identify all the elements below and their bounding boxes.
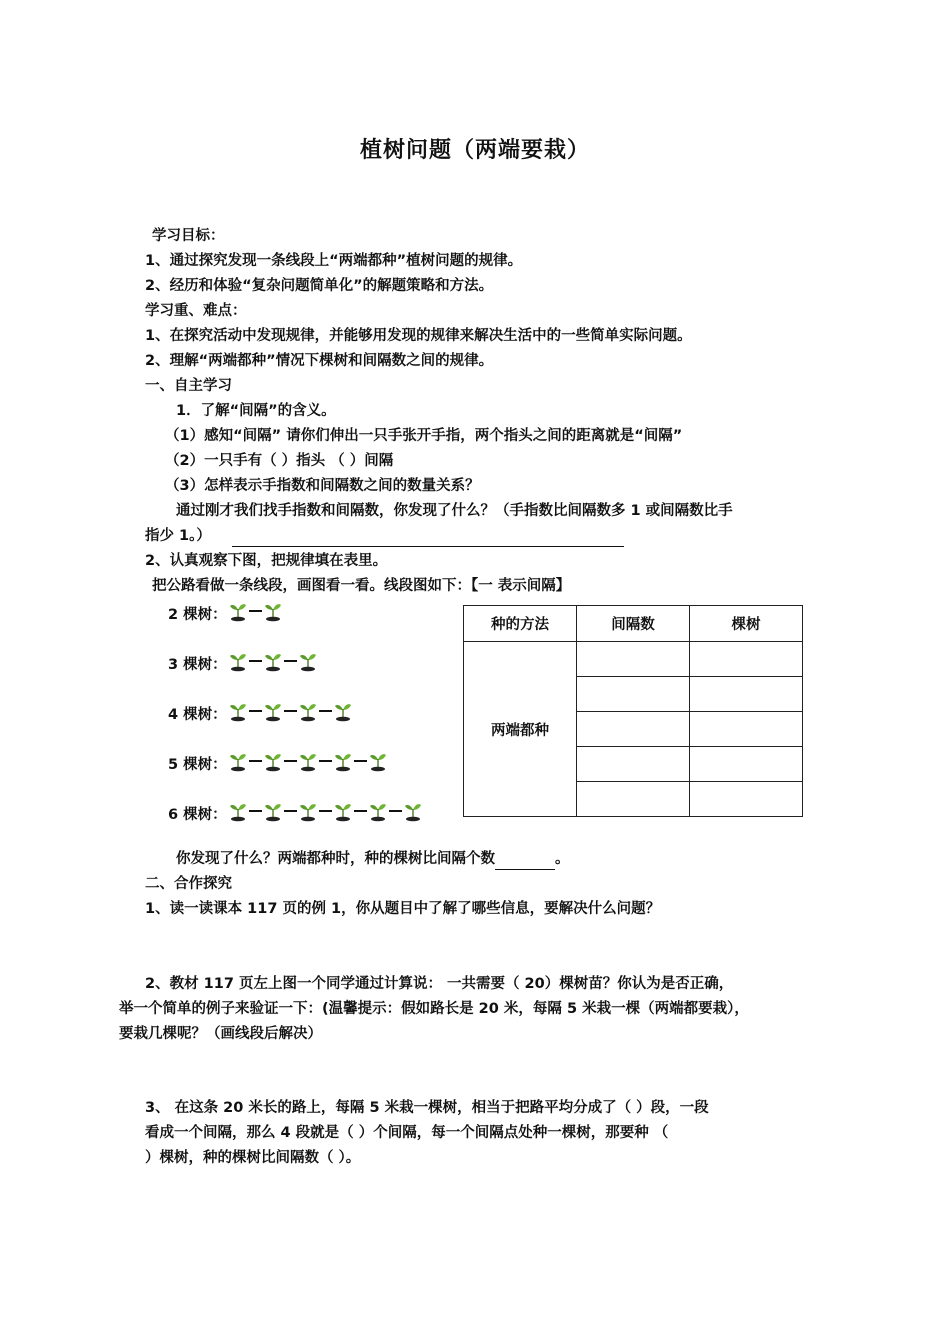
tree-row-label: 4 棵树： [168,706,227,723]
sprout-icon [334,702,352,724]
interval-dash [249,710,262,712]
interval-dash [284,660,297,662]
section1-item2-desc: 把公路看做一条线段，画图看一看。线段图如下：【一 表示间隔】 [152,578,571,594]
sprout-icon [229,752,247,774]
interval-dash [319,810,332,812]
section1-heading: 一、自主学习 [145,378,232,394]
table-answer-cell[interactable] [577,782,690,817]
sprout-icon [369,752,387,774]
interval-dash [284,710,297,712]
section1-item2: 2、认真观察下图，把规律填在表里。 [145,553,388,569]
interval-dash [319,760,332,762]
table-header: 种的方法 [464,606,577,642]
tree-row [168,650,317,676]
interval-dash [249,660,262,662]
tree-row-label: 3 棵树： [168,656,227,673]
table-answer-cell[interactable] [690,712,803,747]
sprout-icon [299,752,317,774]
answer-line[interactable] [232,526,624,547]
question-text: 指少 1。） [145,528,211,544]
sprout-icon [264,602,282,624]
sprout-icon [264,702,282,724]
sprout-icon [229,702,247,724]
tree-row [168,800,422,826]
section1-item1: 1．了解“间隔”的含义。 [176,403,336,419]
finding-line [176,849,570,870]
goal-item: 1、通过探究发现一条线段上“两端都种”植树问题的规律。 [145,253,523,269]
table-answer-cell[interactable] [690,642,803,677]
table-row [464,642,803,677]
table-answer-cell[interactable] [577,712,690,747]
table-header: 间隔数 [577,606,690,642]
rule-table [463,605,803,817]
tree-row [168,700,352,726]
keypoint-item: 1、在探究活动中发现规律，并能够用发现的规律来解决生活中的一些简单实际问题。 [145,328,692,344]
table-answer-cell[interactable] [577,642,690,677]
tree-row-label: 2 棵树： [168,606,227,623]
interval-dash [249,760,262,762]
table-answer-cell[interactable] [690,782,803,817]
interval-dash [249,810,262,812]
sprout-icon [264,802,282,824]
question-text: 通过刚才我们找手指数和间隔数，你发现了什么？（手指数比间隔数多 1 或间隔数比手 [176,503,733,519]
table-answer-cell[interactable] [577,747,690,782]
table-answer-cell[interactable] [690,747,803,782]
interval-dash [354,760,367,762]
sprout-icon [299,652,317,674]
sprout-icon [334,802,352,824]
tree-row-label: 6 棵树： [168,806,227,823]
table-header-row [464,606,803,642]
section2-q2-line: 要栽几棵呢？（画线段后解决） [119,1026,322,1042]
sprout-icon [229,602,247,624]
question-text: （3）怎样表示手指数和间隔数之间的数量关系？ [165,478,480,494]
section2-heading: 二、合作探究 [145,876,232,892]
interval-dash [284,760,297,762]
sprout-icon [299,802,317,824]
sprout-icon [229,652,247,674]
table-method-cell: 两端都种 [464,642,577,817]
finding-text: 你发现了什么？两端都种时，种的棵树比间隔个数 [176,851,495,867]
keypoints-heading: 学习重、难点： [145,303,247,319]
interval-dash [354,810,367,812]
section2-q1: 1、读一读课本 117 页的例 1，你从题目中了解了哪些信息，要解决什么问题？ [145,901,661,917]
section2-q3-line: ）棵树，种的棵树比间隔数（ ）。 [145,1150,361,1166]
sprout-icon [264,752,282,774]
sprout-icon [299,702,317,724]
table-answer-cell[interactable] [690,677,803,712]
keypoint-item: 2、理解“两端都种”情况下棵树和间隔数之间的规律。 [145,353,494,369]
question-text-cont [145,526,624,547]
section2-q2-line: 2、教材 117 页左上图一个同学通过计算说： 一共需要（ 20）棵树苗？你认为是否正确， [145,976,734,992]
table-answer-cell[interactable] [577,677,690,712]
sprout-icon [264,652,282,674]
table-header: 棵树 [690,606,803,642]
question-text: （1）感知“间隔” 请你们伸出一只手张开手指，两个指头之间的距离就是“间隔” [165,428,683,444]
interval-dash [389,810,402,812]
sprout-icon [369,802,387,824]
page-title: 植树问题（两端要栽） [359,138,590,163]
answer-blank[interactable] [495,849,555,870]
section2-q3-line: 3、 在这条 20 米长的路上，每隔 5 米栽一棵树，相当于把路平均分成了（ ）段，一段 [145,1100,709,1116]
finding-suffix: 。 [555,851,570,867]
goals-heading: 学习目标： [152,228,225,244]
tree-row [168,750,387,776]
sprout-icon [334,752,352,774]
section2-q3-line: 看成一个间隔，那么 4 段就是（ ）个间隔，每一个间隔点处种一棵树，那要种 （ [145,1125,669,1141]
sprout-icon [229,802,247,824]
section2-q2-line: 举一个简单的例子来验证一下：(温馨提示：假如路长是 20 米，每隔 5 米栽一棵（两端都要栽）， [119,1001,749,1017]
goal-item: 2、经历和体验“复杂问题简单化”的解题策略和方法。 [145,278,494,294]
tree-row-label: 5 棵树： [168,756,227,773]
question-text: （2）一只手有（ ）指头 （ ）间隔 [165,453,394,469]
interval-dash [284,810,297,812]
interval-dash [319,710,332,712]
interval-dash [249,610,262,612]
sprout-icon [404,802,422,824]
tree-row [168,600,282,626]
